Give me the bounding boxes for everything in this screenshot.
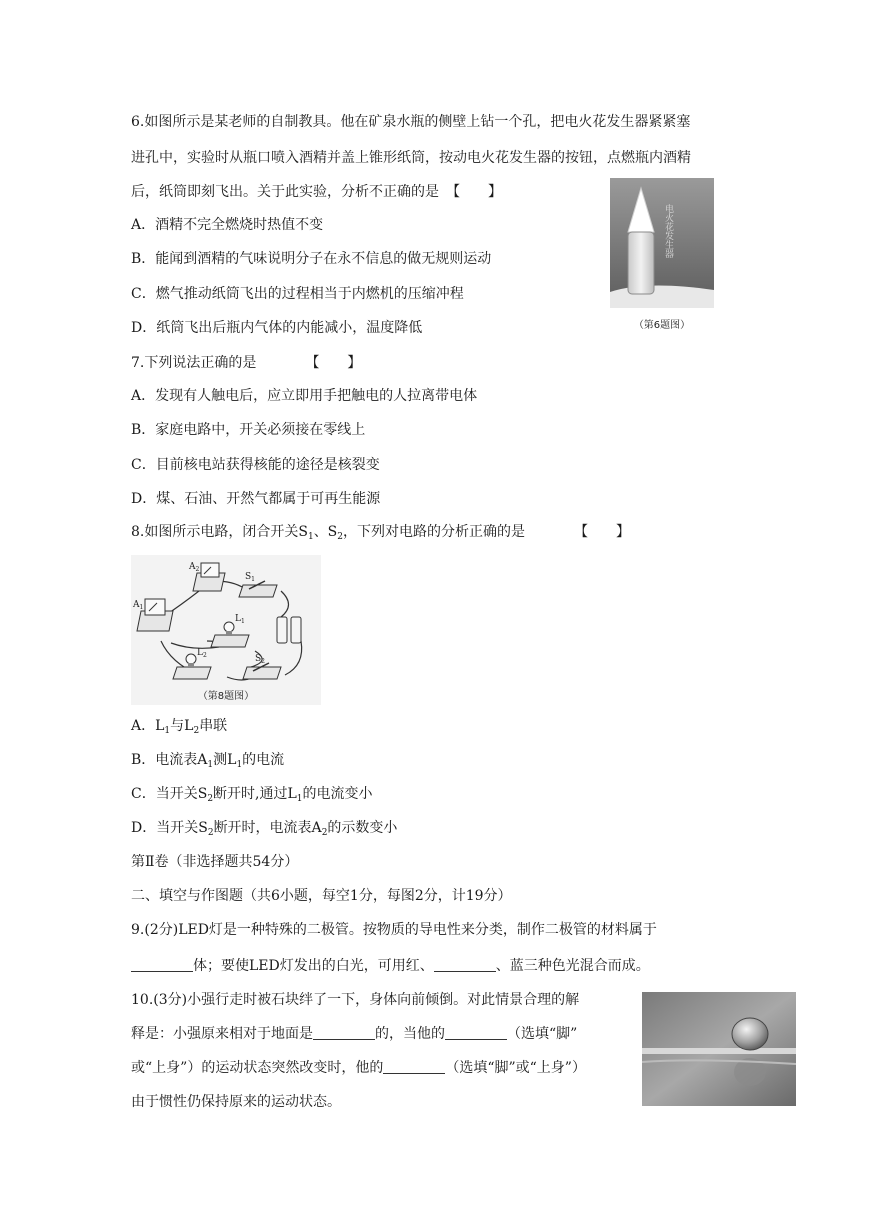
droplet-icon [732,1018,768,1050]
q8-option-c: C．当开关$S_2$断开时,通过$L_1$的电流变小 [131,786,373,804]
q8-figure-circuit [131,555,321,705]
q6-stem-line1: 6.如图所示是某老师的自制教具。他在矿泉水瓶的侧壁上钻一个孔，把电火花发生器紧紧塞 [131,114,691,130]
q7-option-a: A．发现有人触电后，应立即用手把触电的人拉离带电体 [131,388,478,404]
answer-blank[interactable] [383,1059,445,1074]
q10-line1: 10.(3分)小强行走时被石块绊了一下，身体向前倾倒。对此情景合理的解 [131,992,580,1008]
q6-stem-line2: 进孔中，实验时从瓶口喷入酒精并盖上锥形纸筒，按动电火花发生器的按钮，点燃瓶内酒精 [131,150,691,166]
q7-option-d: D．煤、石油、开然气都属于可再生能源 [131,491,381,507]
q7-option-c: C．目前核电站获得核能的途径是核裂变 [131,457,380,473]
label-l1: $L_1$ [235,614,245,625]
spark-generator-label: 电火花发生器 [663,204,673,258]
q8-figure-caption: （第8题图） [197,691,255,702]
q6-option-a: A．酒精不完全燃烧时热值不变 [131,217,324,233]
q10-line2: 释是：小强原来相对于地面是 的，当他的 （选填“脚” [131,1026,578,1042]
q7-option-b: B．家庭电路中，开关必须接在零线上 [131,422,366,438]
answer-bracket: 【 】 [312,355,362,371]
q9-line2: 体；要使LED灯发出的白光，可用红、 、蓝三种色光混合而成。 [131,956,650,976]
surface-line [642,1048,796,1054]
q8-option-d: D．当开关$S_2$断开时，电流表$A_2$的示数变小 [131,820,398,838]
q6-figure-caption: （第6题图） [633,320,691,331]
q6-option-d: D．纸筒飞出后瓶内气体的内能减小，温度降低 [131,320,423,336]
label-s2: $S_2$ [255,654,265,665]
bottle-icon [628,232,654,294]
section-title: 第Ⅱ卷（非选择题共54分） [131,854,299,870]
answer-blank[interactable] [434,957,496,972]
answer-blank[interactable] [313,1025,375,1040]
q8-option-a: A．$L_1$与$L_2$串联 [131,718,228,736]
answer-blank[interactable] [131,957,193,972]
q10-line3: 或“上身”）的运动状态突然改变时，他的 （选填“脚”或“上身”） [131,1060,586,1076]
answer-blank[interactable] [445,1025,507,1040]
part-heading: 二、填空与作图题（共6小题，每空1分，每图2分，计19分） [131,888,512,904]
label-a2: $A_2$ [189,562,200,573]
q8-stem: 8.如图所示电路，闭合开关$S_1$、$S_2$，下列对电路的分析正确的是 【 】 [131,524,631,542]
answer-bracket: 【 】 [581,524,631,540]
q9-line1: 9.(2分)LED灯是一种特殊的二极管。按物质的导电性来分类，制作二极管的材料属于 [131,922,657,938]
q7-stem: 7.下列说法正确的是 【 】 [131,355,362,371]
label-s1: $S_1$ [245,572,255,583]
label-a1: $A_1$ [133,600,144,611]
q8-option-b: B．电流表$A_1$测$L_1$的电流 [131,752,285,770]
q10-line4: 由于惯性仍保持原来的运动状态。 [131,1094,341,1110]
q10-figure-photo [640,988,798,1108]
answer-bracket: 【 】 [453,184,502,200]
q6-option-c: C．燃气推动纸筒飞出的过程相当于内燃机的压缩冲程 [131,286,464,302]
label-l2: $L_2$ [197,648,207,659]
q6-option-b: B．能闻到酒精的气味说明分子在永不信息的做无规则运动 [131,251,492,267]
q6-stem-line3: 后，纸筒即刻飞出。关于此实验，分析不正确的是 【 】 [131,184,502,200]
q6-figure-bottle [606,176,718,336]
